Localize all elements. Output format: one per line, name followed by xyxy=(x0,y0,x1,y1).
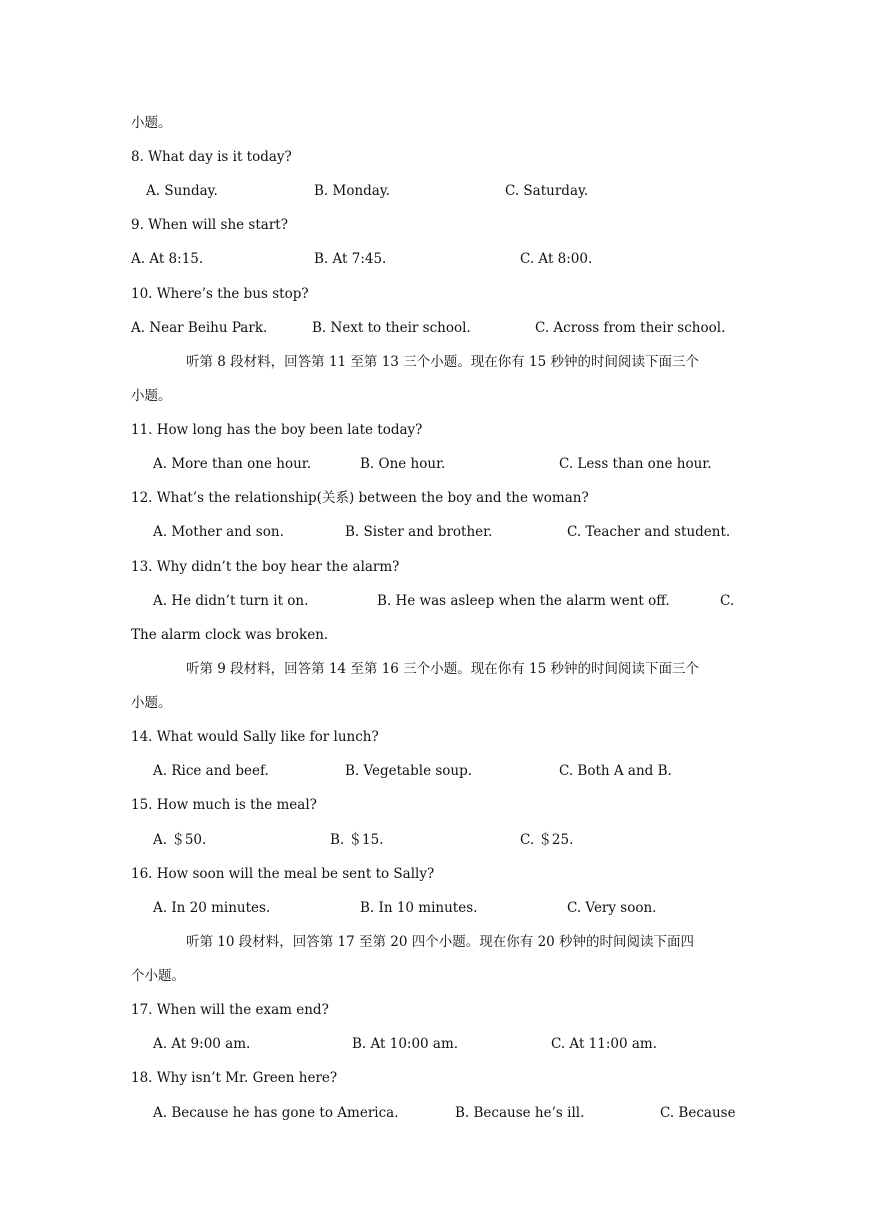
option-a: A. More than one hour. xyxy=(153,456,312,472)
option-a: A. Rice and beef. xyxy=(153,763,269,779)
question-16: 16. How soon will the meal be sent to Sally? xyxy=(131,866,435,882)
question-15: 15. How much is the meal? xyxy=(131,797,317,813)
option-c: C. Saturday. xyxy=(505,183,589,199)
option-b: B. Next to their school. xyxy=(312,320,471,336)
option-c: C. Teacher and student. xyxy=(567,524,731,540)
text-line: 小题。 xyxy=(131,695,172,711)
option-a: A. At 8:15. xyxy=(131,251,204,267)
option-c: C. Because xyxy=(660,1105,736,1121)
option-c: C. At 8:00. xyxy=(520,251,593,267)
question-14: 14. What would Sally like for lunch? xyxy=(131,729,379,745)
question-10: 10. Where’s the bus stop? xyxy=(131,286,309,302)
option-c: C. xyxy=(720,593,735,609)
option-b: B. ＄15. xyxy=(330,832,384,848)
text-line: 个小题。 xyxy=(131,968,185,984)
question-17: 17. When will the exam end? xyxy=(131,1002,329,1018)
option-c: C. At 11:00 am. xyxy=(551,1036,657,1052)
option-b: B. He was asleep when the alarm went off. xyxy=(377,593,670,609)
option-a: A. Because he has gone to America. xyxy=(153,1105,399,1121)
option-c: C. ＄25. xyxy=(520,832,574,848)
option-a: A. Mother and son. xyxy=(153,524,284,540)
option-b: B. Because he’s ill. xyxy=(455,1105,585,1121)
option-a: A. He didn’t turn it on. xyxy=(153,593,309,609)
option-a: A. Sunday. xyxy=(146,183,218,199)
option-c: C. Both A and B. xyxy=(559,763,672,779)
text-line: 小题。 xyxy=(131,115,172,131)
question-11: 11. How long has the boy been late today? xyxy=(131,422,423,438)
option-a: A. In 20 minutes. xyxy=(153,900,271,916)
option-b: B. At 7:45. xyxy=(314,251,387,267)
option-c: C. Very soon. xyxy=(567,900,657,916)
section-instruction: 听第 10 段材料，回答第 17 至第 20 四个小题。现在你有 20 秒钟的时间阅读下面四 xyxy=(186,934,695,950)
option-c: C. Less than one hour. xyxy=(559,456,712,472)
text-line: 小题。 xyxy=(131,388,172,404)
text-line: The alarm clock was broken. xyxy=(131,627,329,643)
question-13: 13. Why didn’t the boy hear the alarm? xyxy=(131,559,400,575)
section-instruction: 听第 9 段材料，回答第 14 至第 16 三个小题。现在你有 15 秒钟的时间阅读下面三个 xyxy=(186,661,699,677)
question-8: 8. What day is it today? xyxy=(131,149,292,165)
option-b: B. Monday. xyxy=(314,183,390,199)
option-b: B. Vegetable soup. xyxy=(345,763,473,779)
question-12: 12. What’s the relationship(关系) between the boy and the woman? xyxy=(131,490,589,506)
option-b: B. At 10:00 am. xyxy=(352,1036,459,1052)
question-9: 9. When will she start? xyxy=(131,217,288,233)
option-c: C. Across from their school. xyxy=(535,320,726,336)
option-a: A. At 9:00 am. xyxy=(153,1036,251,1052)
option-b: B. In 10 minutes. xyxy=(360,900,478,916)
option-b: B. One hour. xyxy=(360,456,446,472)
section-instruction: 听第 8 段材料，回答第 11 至第 13 三个小题。现在你有 15 秒钟的时间阅读下面三个 xyxy=(186,354,699,370)
option-b: B. Sister and brother. xyxy=(345,524,493,540)
option-a: A. ＄50. xyxy=(153,832,207,848)
question-18: 18. Why isn’t Mr. Green here? xyxy=(131,1070,338,1086)
option-a: A. Near Beihu Park. xyxy=(131,320,268,336)
